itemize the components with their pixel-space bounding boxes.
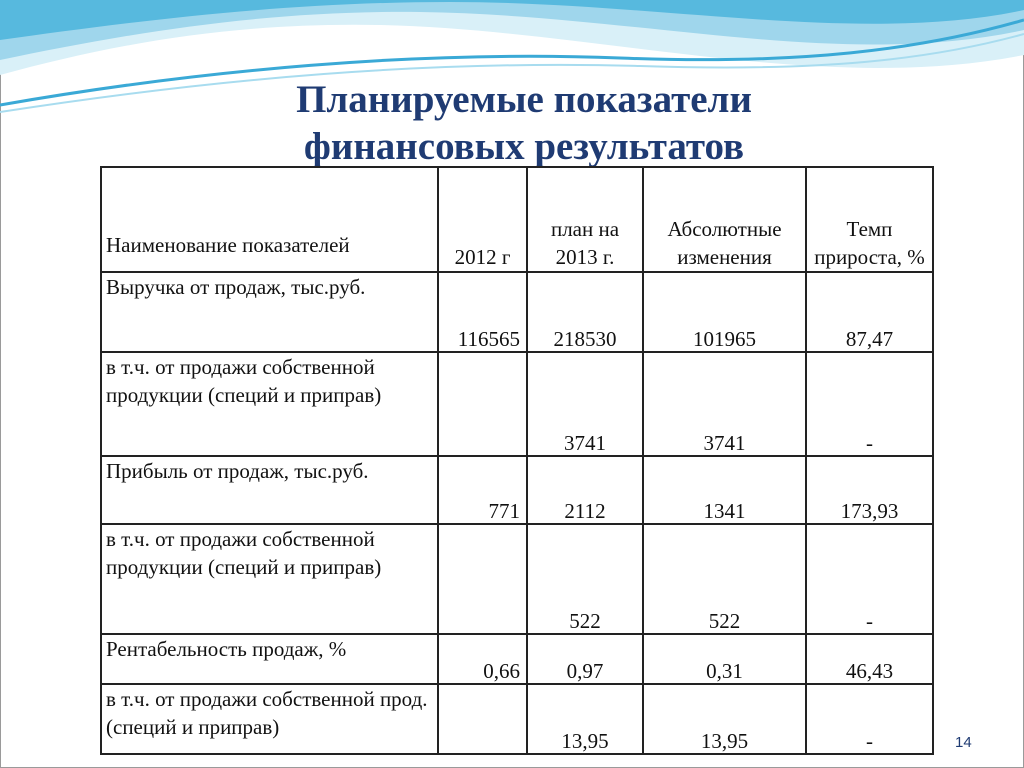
table-row bbox=[101, 352, 933, 456]
table-row bbox=[101, 524, 933, 634]
header-growth: Темп прироста, % bbox=[806, 167, 933, 272]
cell-abs-change: 0,31 bbox=[643, 634, 806, 684]
cell-growth: 173,93 bbox=[806, 456, 933, 524]
cell-growth: 46,43 bbox=[806, 634, 933, 684]
cell-abs-change: 3741 bbox=[643, 352, 806, 456]
header-plan-2013: план на 2013 г. bbox=[527, 167, 643, 272]
header-2012: 2012 г bbox=[438, 167, 527, 272]
header-abs-change: Абсолютные изменения bbox=[643, 167, 806, 272]
slide-title bbox=[0, 76, 1024, 170]
cell-2012 bbox=[438, 524, 527, 634]
cell-growth: - bbox=[806, 524, 933, 634]
cell-plan-2013: 218530 bbox=[527, 272, 643, 352]
cell-abs-change: 522 bbox=[643, 524, 806, 634]
row-name: в т.ч. от продажи собственной продукции (специй и приправ) bbox=[101, 352, 438, 456]
row-name: в т.ч. от продажи собственной прод. (специй и приправ) bbox=[101, 684, 438, 754]
table-header-row bbox=[101, 167, 933, 272]
cell-growth: - bbox=[806, 352, 933, 456]
cell-2012 bbox=[438, 684, 527, 754]
row-name: Прибыль от продаж, тыс.руб. bbox=[101, 456, 438, 524]
page-number: 14 bbox=[955, 734, 972, 751]
cell-abs-change: 1341 bbox=[643, 456, 806, 524]
financial-results-table bbox=[100, 166, 934, 755]
cell-growth: - bbox=[806, 684, 933, 754]
title-line-2: финансовых результатов bbox=[303, 125, 745, 168]
cell-plan-2013: 3741 bbox=[527, 352, 643, 456]
cell-abs-change: 101965 bbox=[643, 272, 806, 352]
cell-2012: 116565 bbox=[438, 272, 527, 352]
row-name: Рентабельность продаж, % bbox=[101, 634, 438, 684]
cell-plan-2013: 13,95 bbox=[527, 684, 643, 754]
table-row bbox=[101, 456, 933, 524]
title-line-1: Планируемые показатели bbox=[296, 78, 752, 121]
header-name: Наименование показателей bbox=[101, 167, 438, 272]
table-row bbox=[101, 634, 933, 684]
cell-2012: 771 bbox=[438, 456, 527, 524]
cell-plan-2013: 522 bbox=[527, 524, 643, 634]
cell-2012 bbox=[438, 352, 527, 456]
cell-plan-2013: 0,97 bbox=[527, 634, 643, 684]
row-name: Выручка от продаж, тыс.руб. bbox=[101, 272, 438, 352]
cell-growth: 87,47 bbox=[806, 272, 933, 352]
cell-2012: 0,66 bbox=[438, 634, 527, 684]
table-row bbox=[101, 684, 933, 754]
cell-plan-2013: 2112 bbox=[527, 456, 643, 524]
cell-abs-change: 13,95 bbox=[643, 684, 806, 754]
table-row bbox=[101, 272, 933, 352]
row-name: в т.ч. от продажи собственной продукции (специй и приправ) bbox=[101, 524, 438, 634]
